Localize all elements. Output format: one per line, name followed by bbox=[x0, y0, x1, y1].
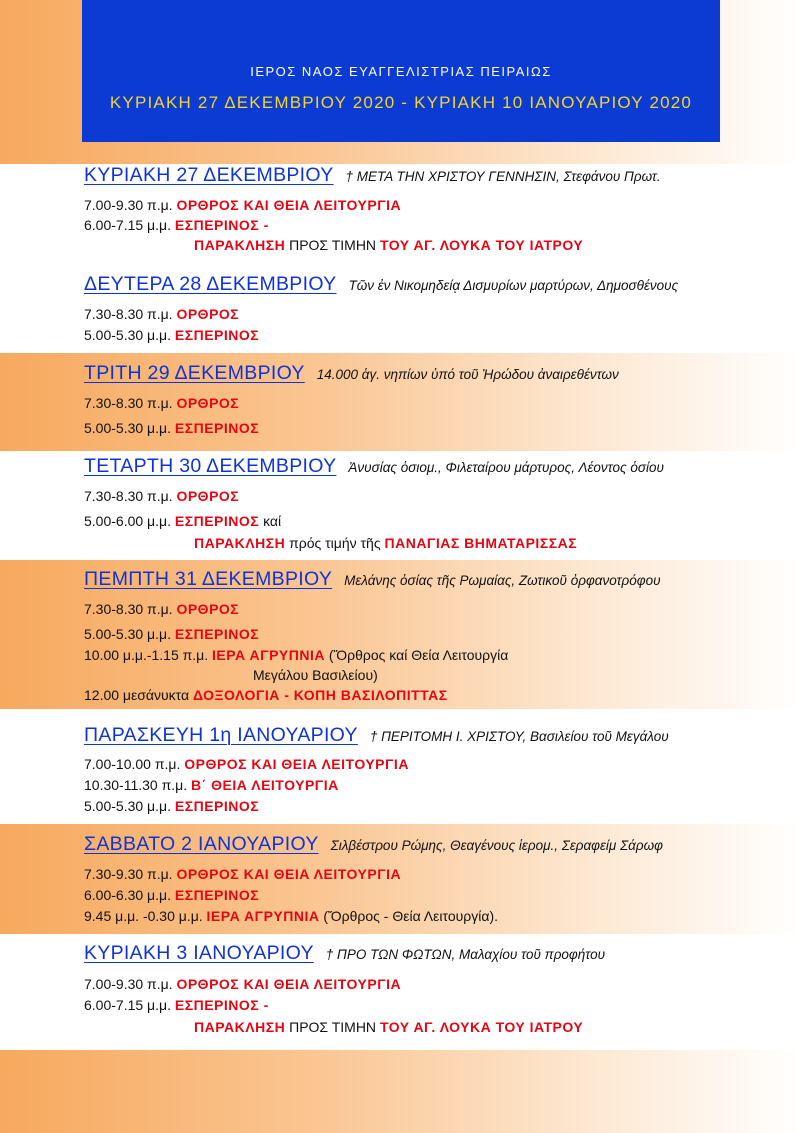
day-title: ΠΕΜΠΤΗ 31 ΔΕΚΕΜΒΡΙΟΥ bbox=[84, 568, 333, 590]
service-time: 7.30-8.30 π.μ. bbox=[84, 306, 173, 322]
service-time: 7.30-8.30 π.μ. bbox=[84, 395, 173, 411]
service-name: ΟΡΘΡΟΣ bbox=[176, 488, 240, 504]
service-line bbox=[84, 306, 239, 322]
service-line bbox=[84, 687, 448, 703]
service-name: ΠΑΡΑΚΛΗΣΗ bbox=[194, 237, 286, 253]
saint-commemoration: † ΠΕΡΙΤΟΜΗ Ι. ΧΡΙΣΤΟΥ, Βασιλείου τοῦ Μεγάλου bbox=[369, 729, 669, 744]
service-time: 12.00 μεσάνυκτα bbox=[84, 687, 190, 703]
service-line bbox=[84, 217, 269, 233]
service-line bbox=[84, 756, 409, 772]
service-time: 10.30-11.30 π.μ. bbox=[84, 777, 188, 793]
service-name: ΕΣΠΕΡΙΝΟΣ bbox=[174, 626, 260, 642]
day-title: ΚΥΡΙΑΚΗ 27 ΔΕΚΕΜΒΡΙΟΥ bbox=[84, 164, 334, 186]
service-name: ΕΣΠΕΡΙΝΟΣ bbox=[174, 327, 260, 343]
header-banner bbox=[82, 0, 720, 142]
service-note: ΠΡΟΣ ΤΙΜΗΝ bbox=[289, 237, 377, 253]
saint-commemoration: Μελάνης ὁσίας τῆς Ρωμαίας, Ζωτικοῦ ὀρφανοτρόφου bbox=[344, 573, 661, 588]
service-name: ΟΡΘΡΟΣ ΚΑΙ ΘΕΙΑ ΛΕΙΤΟΥΡΓΙΑ bbox=[176, 866, 402, 882]
service-note: Μεγάλου Βασιλείου) bbox=[253, 667, 378, 683]
service-name: ΟΡΘΡΟΣ bbox=[176, 601, 240, 617]
service-line bbox=[84, 420, 259, 436]
day-title: ΤΕΤΑΡΤΗ 30 ΔΕΚΕΜΒΡΙΟΥ bbox=[84, 455, 337, 477]
service-line bbox=[84, 197, 401, 213]
background-band bbox=[0, 1050, 800, 1133]
service-time: 5.00-5.30 μ.μ. bbox=[84, 626, 171, 642]
service-line bbox=[84, 513, 281, 529]
saint-commemoration: 14.000 ἁγ. νηπίων ὑπό τοῦ Ἡρώδου ἀναιρεθέντων bbox=[316, 367, 619, 382]
service-note: πρός τιμήν τῆς bbox=[289, 535, 381, 551]
service-name: ΙΕΡΑ ΑΓΡΥΠΝΙΑ bbox=[206, 908, 320, 924]
service-note: καί bbox=[263, 513, 282, 529]
service-line bbox=[84, 626, 259, 642]
service-name: ΟΡΘΡΟΣ ΚΑΙ ΘΕΙΑ ΛΕΙΤΟΥΡΓΙΑ bbox=[184, 756, 409, 772]
saint-commemoration: Τῶν ἐν Νικομηδείᾳ Δισμυρίων μαρτύρων, Δημοσθένους bbox=[348, 278, 679, 293]
service-line bbox=[84, 395, 239, 411]
service-time: 7.30-8.30 π.μ. bbox=[84, 488, 173, 504]
service-line bbox=[84, 327, 259, 343]
service-name: Β΄ ΘΕΙΑ ΛΕΙΤΟΥΡΓΙΑ bbox=[190, 777, 339, 793]
service-line bbox=[84, 488, 239, 504]
service-time: 7.00-10.00 π.μ. bbox=[84, 756, 181, 772]
service-name: ΕΣΠΕΡΙΝΟΣ bbox=[174, 420, 260, 436]
saint-commemoration: Ἀνυσίας ὁσιομ., Φιλεταίρου μάρτυρος, Λέοντος ὁσίου bbox=[348, 460, 664, 475]
service-note: (Ὄρθρος - Θεία Λειτουργία). bbox=[323, 908, 498, 924]
service-name: ΠΑΡΑΚΛΗΣΗ bbox=[194, 1019, 286, 1035]
service-note: (Ὄρθρος καί Θεία Λειτουργία bbox=[328, 647, 509, 663]
service-name: ΟΡΘΡΟΣ bbox=[176, 395, 240, 411]
service-name: ΟΡΘΡΟΣ bbox=[176, 306, 240, 322]
service-line bbox=[194, 535, 577, 551]
service-line bbox=[84, 798, 259, 814]
service-line bbox=[84, 908, 498, 924]
service-time: 7.30-8.30 π.μ. bbox=[84, 601, 173, 617]
day-title: ΠΑΡΑΣΚΕΥΗ 1η ΙΑΝΟΥΑΡΙΟΥ bbox=[84, 724, 358, 746]
service-line bbox=[84, 647, 508, 663]
day-title: ΣΑΒΒΑΤΟ 2 ΙΑΝΟΥΑΡΙΟΥ bbox=[84, 833, 319, 855]
service-time: 6.00-7.15 μ.μ. bbox=[84, 997, 171, 1013]
schedule-period: ΚΥΡΙΑΚΗ 27 ΔΕΚΕΜΒΡΙΟΥ 2020 - ΚΥΡΙΑΚΗ 10 ΙΑΝΟΥΑΡΙΟΥ 2020 bbox=[109, 93, 693, 112]
service-line bbox=[84, 976, 401, 992]
service-line bbox=[194, 237, 583, 253]
service-time: 6.00-6.30 μ.μ. bbox=[84, 887, 171, 903]
service-line bbox=[194, 1019, 583, 1035]
service-line bbox=[253, 667, 378, 683]
service-name: ΕΣΠΕΡΙΝΟΣ bbox=[174, 513, 260, 529]
service-name: ΤΟΥ ΑΓ. ΛΟΥΚΑ ΤΟΥ ΙΑΤΡΟΥ bbox=[379, 1019, 584, 1035]
service-name: ΕΣΠΕΡΙΝΟΣ bbox=[174, 798, 260, 814]
service-note: ΠΡΟΣ ΤΙΜΗΝ bbox=[289, 1019, 377, 1035]
service-time: 10.00 μ.μ.-1.15 π.μ. bbox=[84, 647, 209, 663]
service-name: ΠΑΝΑΓΙΑΣ ΒΗΜΑΤΑΡΙΣΣΑΣ bbox=[384, 535, 578, 551]
church-name: ΙΕΡΟΣ ΝΑΟΣ ΕΥΑΓΓΕΛΙΣΤΡΙΑΣ ΠΕΙΡΑΙΩΣ bbox=[250, 64, 552, 79]
service-name: ΟΡΘΡΟΣ ΚΑΙ ΘΕΙΑ ΛΕΙΤΟΥΡΓΙΑ bbox=[176, 976, 402, 992]
saint-commemoration: Σιλβέστρου Ρώμης, Θεαγένους ἱερομ., Σεραφείμ Σάρωφ bbox=[330, 838, 663, 853]
service-name: ΕΣΠΕΡΙΝΟΣ - bbox=[174, 217, 269, 233]
service-line bbox=[84, 601, 239, 617]
service-name: ΔΟΞΟΛΟΓΙΑ - ΚΟΠΗ ΒΑΣΙΛΟΠΙΤΤΑΣ bbox=[192, 687, 448, 703]
service-line bbox=[84, 777, 339, 793]
service-time: 6.00-7.15 μ.μ. bbox=[84, 217, 171, 233]
service-name: ΕΣΠΕΡΙΝΟΣ bbox=[174, 887, 260, 903]
service-name: ΠΑΡΑΚΛΗΣΗ bbox=[194, 535, 286, 551]
day-title: ΤΡΙΤΗ 29 ΔΕΚΕΜΒΡΙΟΥ bbox=[84, 362, 305, 384]
day-title: ΚΥΡΙΑΚΗ 3 ΙΑΝΟΥΑΡΙΟΥ bbox=[84, 942, 314, 964]
service-time: 7.00-9.30 π.μ. bbox=[84, 976, 173, 992]
service-time: 5.00-6.00 μ.μ. bbox=[84, 513, 171, 529]
service-time: 5.00-5.30 μ.μ. bbox=[84, 420, 171, 436]
service-time: 5.00-5.30 μ.μ. bbox=[84, 798, 171, 814]
service-line bbox=[84, 866, 401, 882]
saint-commemoration: † ΠΡΟ ΤΩΝ ΦΩΤΩΝ, Μαλαχίου τοῦ προφήτου bbox=[325, 947, 606, 962]
service-line bbox=[84, 997, 269, 1013]
saint-commemoration: † ΜΕΤΑ ΤΗΝ ΧΡΙΣΤΟΥ ΓΕΝΝΗΣΙΝ, Στεφάνου Πρωτ. bbox=[345, 169, 661, 184]
service-name: ΕΣΠΕΡΙΝΟΣ - bbox=[174, 997, 269, 1013]
service-name: ΤΟΥ ΑΓ. ΛΟΥΚΑ ΤΟΥ ΙΑΤΡΟΥ bbox=[379, 237, 584, 253]
service-name: ΟΡΘΡΟΣ ΚΑΙ ΘΕΙΑ ΛΕΙΤΟΥΡΓΙΑ bbox=[176, 197, 402, 213]
service-name: ΙΕΡΑ ΑΓΡΥΠΝΙΑ bbox=[212, 647, 325, 663]
service-line bbox=[84, 887, 259, 903]
service-time: 9.45 μ.μ. -0.30 μ.μ. bbox=[84, 908, 203, 924]
service-time: 7.00-9.30 π.μ. bbox=[84, 197, 173, 213]
service-time: 7.30-9.30 π.μ. bbox=[84, 866, 173, 882]
service-time: 5.00-5.30 μ.μ. bbox=[84, 327, 171, 343]
day-title: ΔΕΥΤΕΡΑ 28 ΔΕΚΕΜΒΡΙΟΥ bbox=[84, 273, 337, 295]
